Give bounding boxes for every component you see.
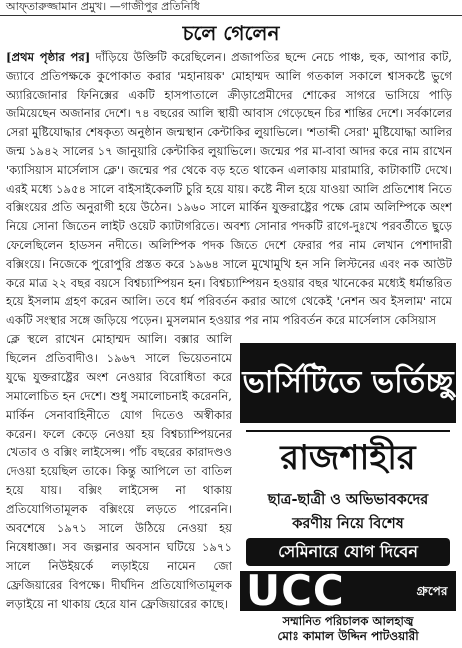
ad-line-1: ছাত্র-ছাত্রী ও অভিভাবকদের	[267, 492, 429, 508]
ad-seminar-pill: সেমিনারে যোগ দিবেন	[246, 538, 450, 566]
ad-line-3: সম্মানিত পরিচালক আলহাজ্ব	[282, 614, 414, 628]
ad-city: রাজশাহীর	[280, 438, 416, 478]
headline: চলে গেলেন	[182, 21, 280, 45]
ad-brand-sub: গ্রুপের	[416, 583, 448, 598]
top-divider	[0, 15, 462, 16]
ad-line-2: করণীয় নিয়ে বিশেষ	[292, 516, 404, 532]
article-body-full-width	[6, 48, 452, 330]
article-body-column: ক্লে স্থলে রাখেন মোহাম্মদ আলি। বক্সার আলি ছিলেন প্রতিবাদীও। ১৯৬৭ সালে ভিয়েতনামে যুদ্ধে যুক্তরাষ্ট্রের অংশ নেওয়ার বিরোধিতা করে সমালোচিত হন দেশে। শুধু সমালোচনাই করেননি, মার্কিন সেনাবাহিনীতে যোগ দিতেও অস্বীকার করেন। ফলে কেড়ে নেওয়া হয় বিশ্বচ্যাম্পিয়নের খেতাব ও বক্সিং লাইসেন্স। পাঁচ বছরের কারাদণ্ডও দেওয়া হয়েছিল তাকে। কিন্তু আপিলে তা বাতিল হয়ে যায়। বক্সিং লাইসেন্স না থাকায় প্রতিযোগিতামূলক বক্সিংয়ে লড়তে পারেননি। অবশেষে ১৯৭১ সালে উঠিয়ে নেওয়া হয় নিষেধাজ্ঞা। সব জল্পনার অবসান ঘটিয়ে ১৯৭১ সালে নিউইয়র্কে লড়াইয়ে নামেন জো ফ্রেজিয়ারের বিপক্ষে। দীর্ঘদিন প্রতিযোগিতামূলক লড়াইয়ে না থাকায় হেরে যান ফ্রেজিয়ারের কাছে।	[6, 332, 232, 611]
ad-banner-band: ভার্সিটিতে ভর্তিচ্ছু	[240, 343, 456, 423]
ad-line-4: মোঃ কামাল উদ্দিন পাটওয়ারী	[277, 629, 419, 643]
ad-brand-logo: UCC	[246, 566, 345, 615]
article-lead-marker: [প্রথম পৃষ্ঠার পর]	[6, 50, 91, 64]
top-strip-text: আফ্তারুজ্জামান প্রমুখ। —গাজীপুর প্রতিনিধি	[6, 0, 200, 13]
advertisement	[240, 343, 456, 644]
article-paragraph-1: দাঁড়িয়ে উক্তিটি করেছিলেন। প্রজাপতির ছন্দে নেচে পাঞ্চ, হুক, আপার কাট, জ্যাবে প্রতিপক্ষকে কুপোকাত করার 'মহানায়ক' মোহাম্মদ আলি গতকাল সকালে শ্বাসকষ্টে ভুগে অ্যারিজোনার ফিনিক্সের একটি হাসপাতালে ক্রীড়াপ্রেমীদের শোকের সাগরে ভাসিয়ে পাড়ি জমিয়েছেন অজানার দেশে। ৭৪ বছরের আলি স্থায়ী আবাস গেড়েছেন চির শান্তির দেশে। সর্বকালের সেরা মুষ্টিযোদ্ধার শেষকৃত্য অনুষ্ঠান জন্মস্থান কেন্টাকির লুয়াভিলে। 'শতাব্দী সেরা' মুষ্টিযোদ্ধা আলির জন্ম ১৯৪২ সালের ১৭ জানুয়ারি কেন্টাকির লুয়াভিলে। জন্মের পর মা-বাবা আদর করে নাম রাখেন 'ক্যাসিয়াস মার্সেলাস ক্লে'। জন্মের পর থেকে বড় হতে থাকেন এলাকায় মারামারি, কাটাকাটি দেখে। এরই মধ্যে ১৯৫৪ সালে বাইসাইকেলটি চুরি হয়ে যায়। কষ্টে নীল হয়ে যাওয়া আলি প্রতিশোধ নিতে বক্সিংয়ের প্রতি অনুরাগী হয়ে উঠেন। ১৯৬০ সালে মার্কিন যুক্তরাষ্ট্রের পক্ষে রোম অলিম্পিকে অংশ নিয়ে সোনা জিতেন লাইট ওয়েট ক্যাটাগরিতে। অবশ্য সোনার পদকটি রাগে-দুঃখে পরবর্তীতে ছুড়ে ফেলেছিলেন হাডসন নদীতে। অলিম্পিক পদক জিতে দেশে ফেরার পর নাম লেখান পেশাদারী বক্সিংয়ে। নিজেকে পুরোপুরি প্রস্তত করে ১৯৬৪ সালে মুখোমুখি হন সনি লিস্টনের এবং নক আউট করে মাত্র ২২ বছর বয়সে বিশ্বচ্যাম্পিয়ন হন। বিশ্বচ্যাম্পিয়ন হওয়ার বছর খানেকের মধ্যেই ধর্মান্তরিত হয়ে ইসলাম গ্রহণ করেন আলি। তবে ধর্ম পরিবর্তন করার আগে থেকেই 'নেশন অব ইসলাম' নামে একটি সংস্থার সঙ্গে জড়িয়ে পড়েন। মুসলমান হওয়ার পর নাম পরিবর্তন করে মার্সেলাস কেসিয়াস	[6, 50, 452, 328]
